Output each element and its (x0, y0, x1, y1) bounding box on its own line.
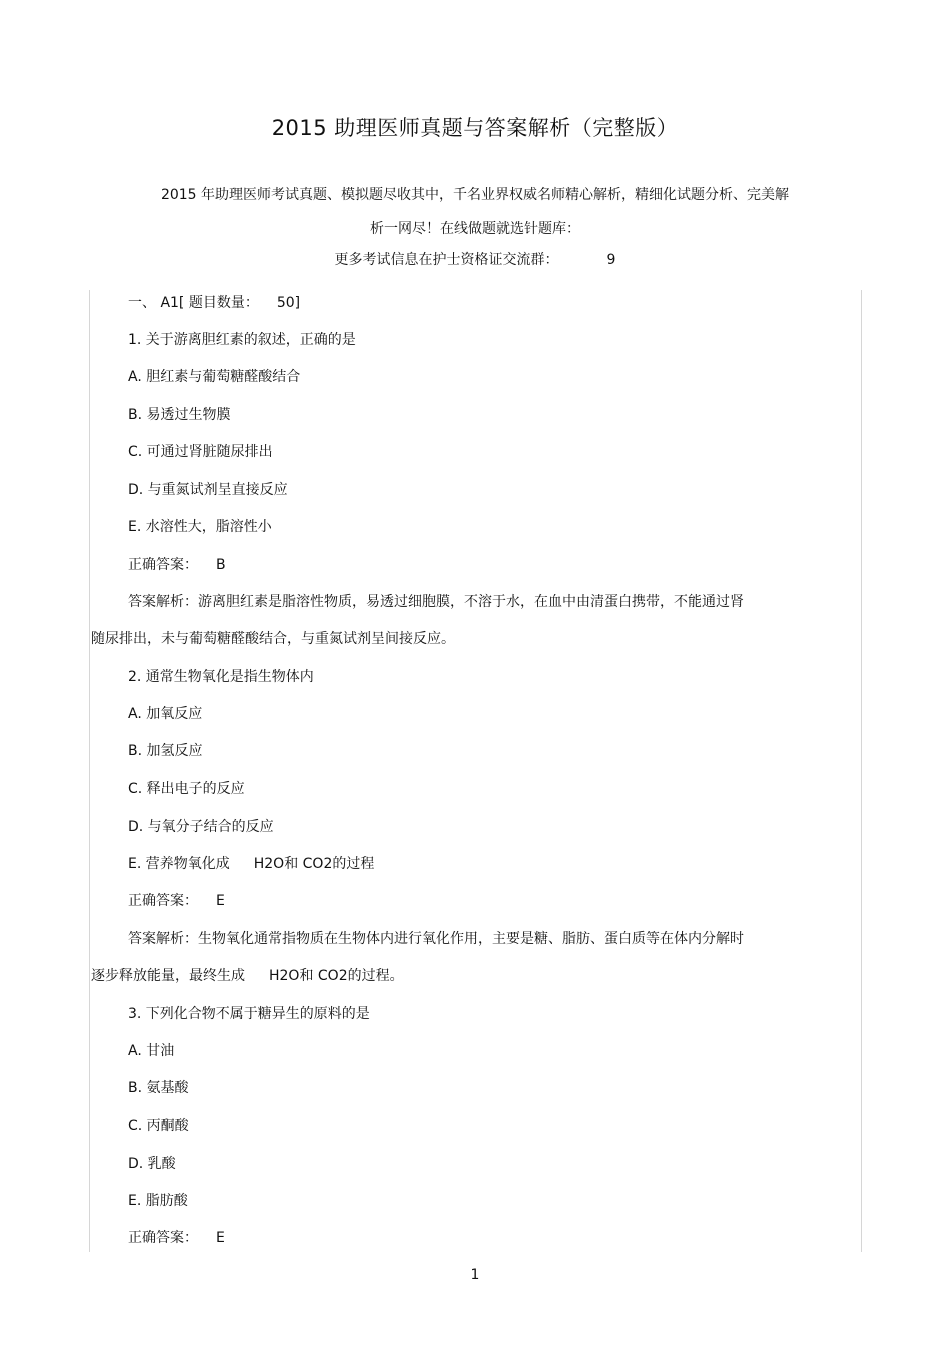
q1-option-c: C. 可通过肾脏随尿排出 (128, 444, 273, 460)
content-frame (89, 290, 862, 1252)
q2-answer: 正确答案： E (128, 893, 225, 909)
q1-option-d: D. 与重氮试剂呈直接反应 (128, 482, 288, 498)
q3-option-d: D. 乳酸 (128, 1156, 176, 1172)
intro-group-text: 更多考试信息在护士资格证交流群： (334, 252, 559, 268)
q2-option-c: C. 释出电子的反应 (128, 781, 245, 797)
q2-stem: 2. 通常生物氧化是指生物体内 (128, 669, 314, 685)
q1-analysis-line-2: 随尿排出，未与葡萄糖醛酸结合，与重氮试剂呈间接反应。 (91, 631, 455, 647)
section-heading: 一、 A1[ 题目数量： 50] (128, 295, 301, 311)
q1-answer: 正确答案： B (128, 557, 226, 573)
q2-option-e: E. 营养物氧化成 H2O和 CO2的过程 (128, 856, 375, 872)
q3-option-a: A. 甘油 (128, 1043, 175, 1059)
q3-option-e: E. 脂肪酸 (128, 1193, 188, 1209)
q2-option-b: B. 加氢反应 (128, 743, 203, 759)
q2-option-d: D. 与氧分子结合的反应 (128, 819, 274, 835)
q3-option-b: B. 氨基酸 (128, 1080, 189, 1096)
q1-option-a: A. 胆红素与葡萄糖醛酸结合 (128, 369, 301, 385)
intro-line-3 (0, 249, 950, 269)
q3-answer: 正确答案： E (128, 1230, 225, 1246)
q2-analysis-line-1: 答案解析：生物氧化通常指物质在生物体内进行氧化作用，主要是糖、脂肪、蛋白质等在体内分解时 (128, 931, 744, 947)
page-title: 2015 助理医师真题与答案解析（完整版） (271, 116, 679, 140)
intro-line-2: 析一网尽！在线做题就选针题库： (370, 221, 580, 237)
q2-option-a: A. 加氧反应 (128, 706, 203, 722)
q3-option-c: C. 丙酮酸 (128, 1118, 189, 1134)
page-number: 1 (470, 1267, 480, 1283)
q2-analysis-line-2: 逐步释放能量，最终生成 H2O和 CO2的过程。 (91, 968, 404, 984)
intro-line-1: 2015 年助理医师考试真题、模拟题尽收其中，千名业界权威名师精心解析，精细化试题分析、完美解 (160, 187, 790, 203)
q1-stem: 1. 关于游离胆红素的叙述，正确的是 (128, 332, 356, 348)
q1-option-e: E. 水溶性大，脂溶性小 (128, 519, 272, 535)
q1-option-b: B. 易透过生物膜 (128, 407, 231, 423)
q1-analysis-line-1: 答案解析：游离胆红素是脂溶性物质，易透过细胞膜，不溶于水，在血中由清蛋白携带，不能通过肾 (128, 594, 744, 610)
q3-stem: 3. 下列化合物不属于糖异生的原料的是 (128, 1006, 370, 1022)
intro-group-number: 9 (606, 252, 616, 268)
